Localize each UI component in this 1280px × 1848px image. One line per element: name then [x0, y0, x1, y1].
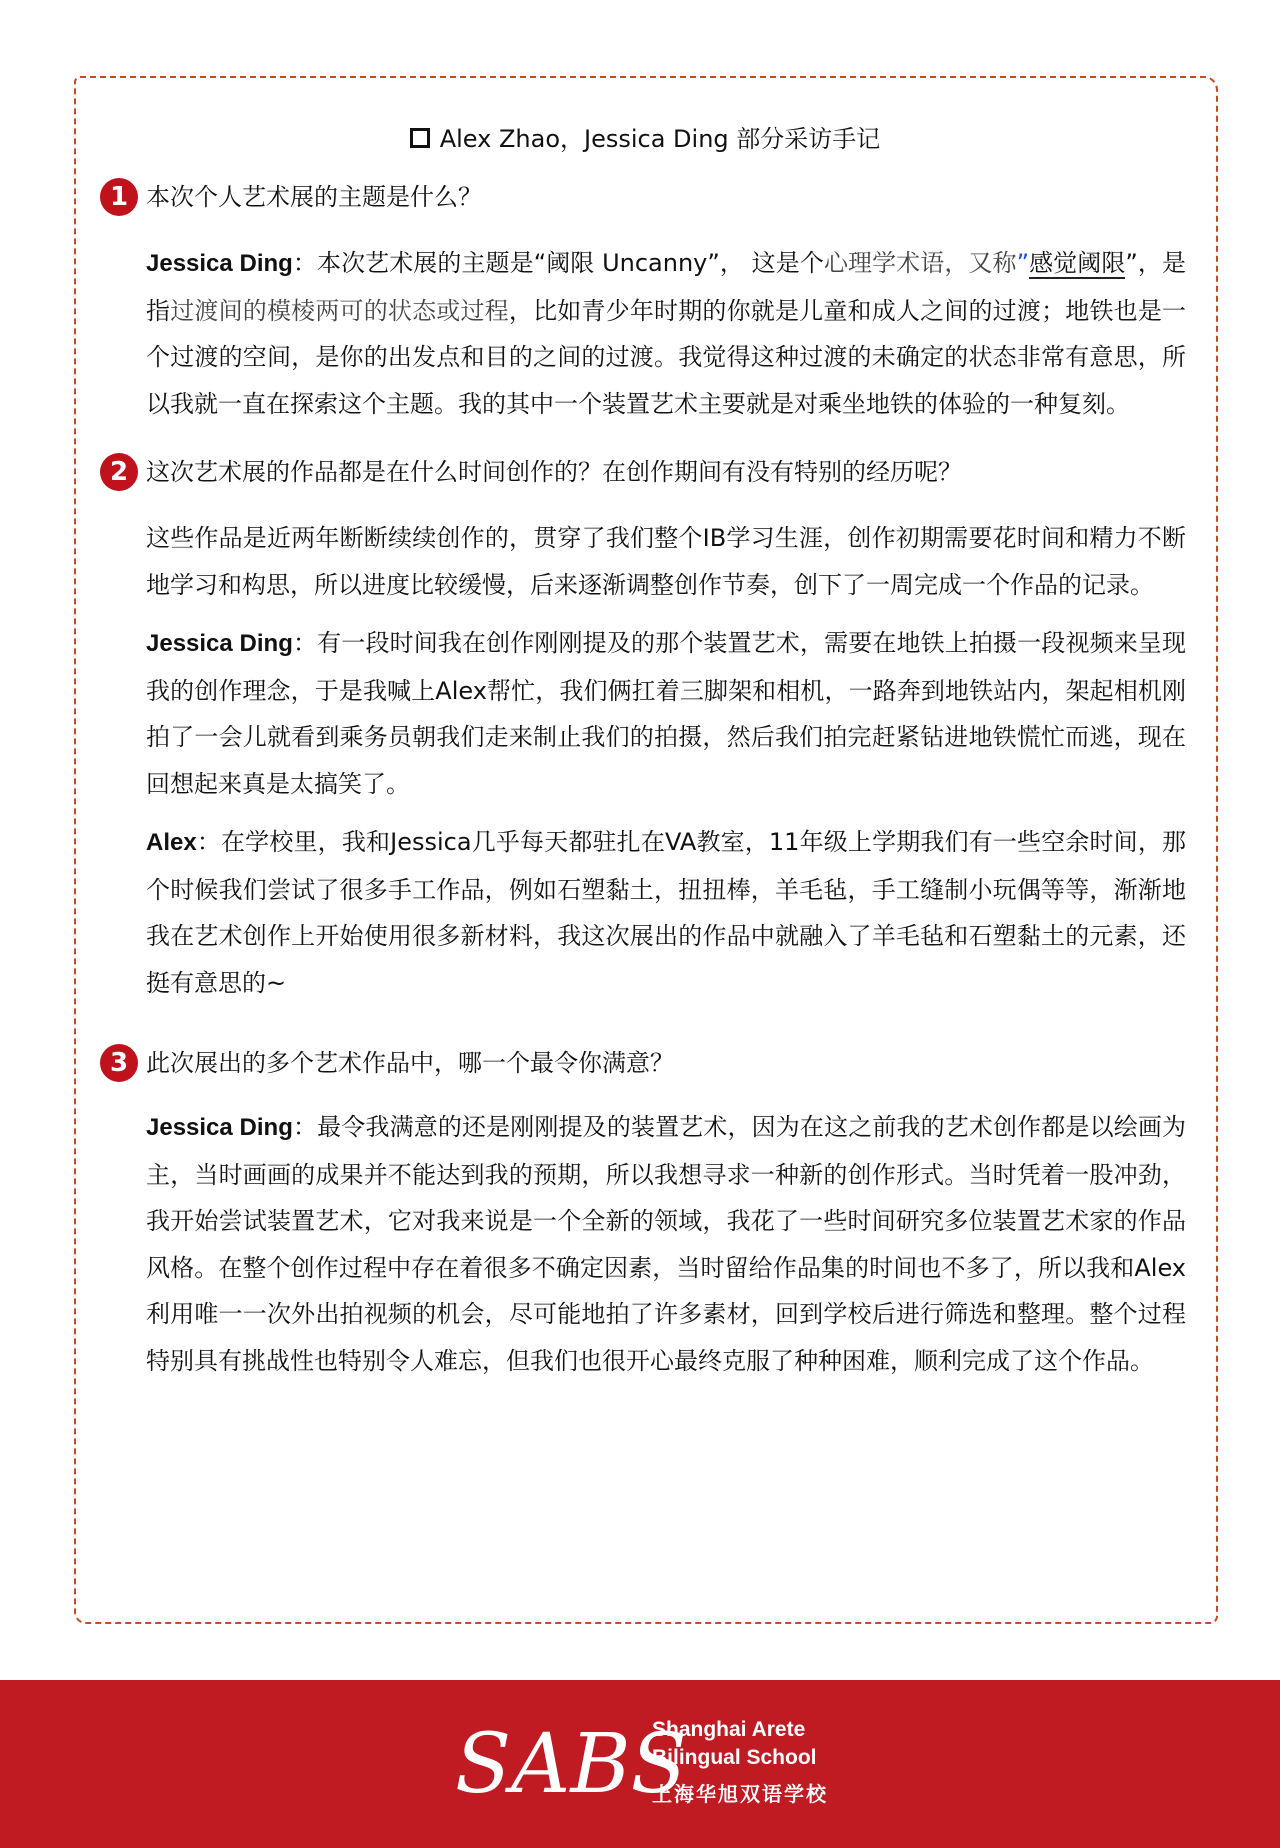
speaker-name: Alex: [146, 829, 197, 856]
answer-2-alex: Alex：在学校里，我和Jessica几乎每天都驻扎在VA教室，11年级上学期我们有一些空余时间，那个时候我们尝试了很多手工作品，例如石塑黏土，扭扭棒，羊毛毡，手工缝制小玩偶等等，渐渐地我在艺术创作上开始使用很多新材料，我这次展出的作品中就融入了羊毛毡和石塑黏土的元素，还挺有意思的~: [146, 828, 1186, 997]
question-2: [100, 449, 1190, 495]
answer-1: Jessica Ding：本次艺术展的主题是“阈限 Uncanny”， 这是个心理学术语，又称”感觉阈限”，是指过渡间的模棱两可的状态或过程，比如青少年时期的你就是儿童和成人之间的过渡；地铁也是一个过渡的空间，是你的出发点和目的之间的过渡。我觉得这种过渡的未确定的状态非常有意思，所以我就一直在探索这个主题。我的其中一个装置艺术主要就是对乘坐地铁的体验的一种复刻。: [146, 249, 1187, 418]
number-badge-3: 3: [100, 1044, 138, 1082]
interview-notes: [100, 122, 1190, 1384]
question-3: [100, 1040, 1190, 1086]
school-name-zh: 上海华旭双语学校: [652, 1782, 828, 1806]
number-badge-2: 2: [100, 453, 138, 491]
question-text-3: 此次展出的多个艺术作品中，哪一个最令你满意？: [146, 1049, 674, 1077]
term-link[interactable]: 感觉阈限: [1029, 249, 1126, 277]
question-1: [100, 174, 1190, 220]
footer-banner: [0, 1680, 1280, 1848]
speaker-name: Jessica Ding: [146, 1114, 293, 1141]
square-bullet-icon: [410, 128, 430, 148]
speaker-name: Jessica Ding: [146, 630, 293, 657]
school-logo-icon: [455, 1714, 687, 1812]
speaker-name: Jessica Ding: [146, 250, 293, 277]
question-text-2: 这次艺术展的作品都是在什么时间创作的？在创作期间有没有特别的经历呢？: [146, 458, 962, 486]
number-badge-1: 1: [100, 178, 138, 216]
answer-3: Jessica Ding：最令我满意的还是刚刚提及的装置艺术，因为在这之前我的艺术创作都是以绘画为主，当时画画的成果并不能达到我的预期，所以我想寻求一种新的创作形式。当时凭着一股冲劲，我开始尝试装置艺术，它对我来说是一个全新的领域，我花了一些时间研究多位装置艺术家的作品风格。在整个创作过程中存在着很多不确定因素，当时留给作品集的时间也不多了，所以我和Alex利用唯一一次外出拍视频的机会，尽可能地拍了许多素材，回到学校后进行筛选和整理。整个过程特别具有挑战性也特别令人难忘，但我们也很开心最终克服了种种困难，顺利完成了这个作品。: [146, 1113, 1186, 1375]
question-text-1: 本次个人艺术展的主题是什么？: [146, 183, 482, 211]
page-header: [100, 122, 1190, 156]
school-name-en: Shanghai Arete Bilingual School: [652, 1718, 817, 1769]
logo-lettering: SABS: [455, 1717, 687, 1812]
answer-2-jessica: Jessica Ding：有一段时间我在创作刚刚提及的那个装置艺术，需要在地铁上拍摄一段视频来呈现我的创作理念，于是我喊上Alex帮忙，我们俩扛着三脚架和相机，一路奔到地铁站内，架起相机刚拍了一会儿就看到乘务员朝我们走来制止我们的拍摄，然后我们拍完赶紧钻进地铁慌忙而逃，现在回想起来真是太搞笑了。: [146, 629, 1186, 798]
page-title: Alex Zhao，Jessica Ding 部分采访手记: [439, 125, 881, 153]
answer-2-intro: 这些作品是近两年断断续续创作的，贯穿了我们整个IB学习生涯，创作初期需要花时间和精力不断地学习和构思，所以进度比较缓慢，后来逐渐调整创作节奏，创下了一周完成一个作品的记录。: [146, 524, 1186, 599]
